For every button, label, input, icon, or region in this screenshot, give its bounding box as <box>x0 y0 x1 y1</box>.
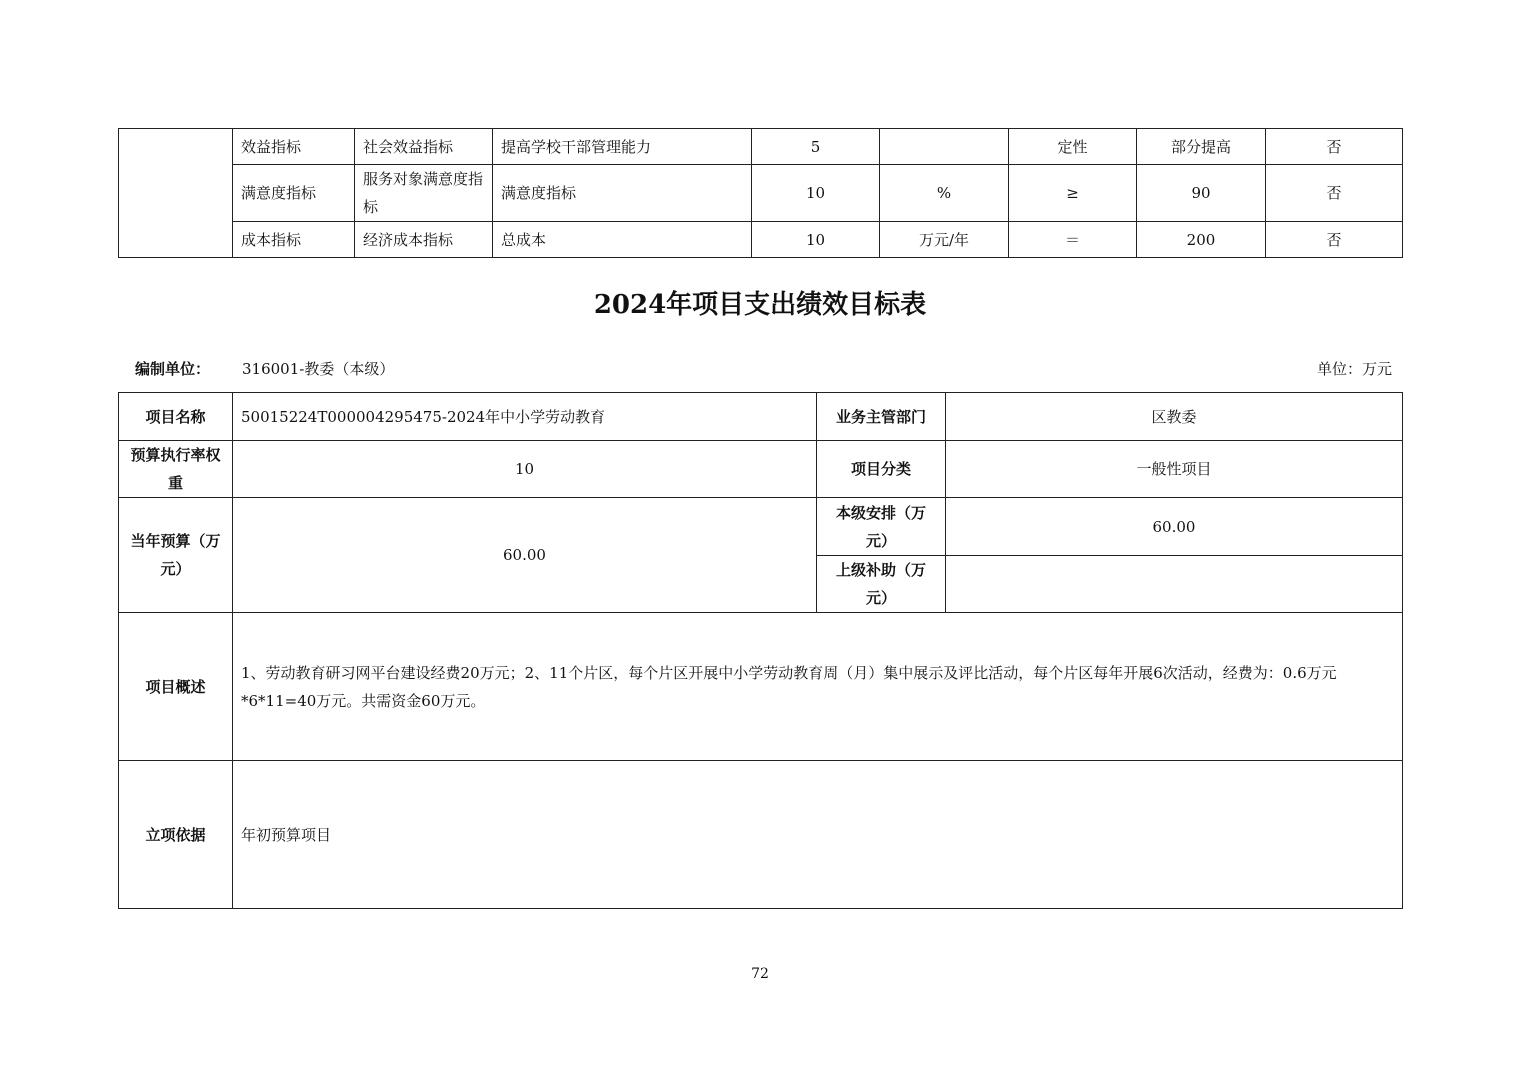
table-row <box>119 498 1403 556</box>
target-cell: 200 <box>1137 222 1266 258</box>
table-row <box>119 613 1403 761</box>
rate-label: 预算执行率权重 <box>119 441 233 498</box>
category-label: 项目分类 <box>817 441 946 498</box>
core-cell: 否 <box>1266 222 1403 258</box>
local-label: 本级安排（万元） <box>817 498 946 556</box>
blank-cell <box>119 129 233 258</box>
level3-indicator: 总成本 <box>493 222 752 258</box>
local-value: 60.00 <box>946 498 1403 556</box>
operator-cell: ＝ <box>1009 222 1137 258</box>
table-row <box>119 393 1403 441</box>
overview-label: 项目概述 <box>119 613 233 761</box>
level1-indicator: 满意度指标 <box>233 165 355 222</box>
level1-indicator: 成本指标 <box>233 222 355 258</box>
subsidy-label: 上级补助（万元） <box>817 556 946 613</box>
project-info-table <box>118 392 1403 909</box>
basis-label: 立项依据 <box>119 761 233 909</box>
indicator-table-continued <box>118 128 1403 258</box>
table-row <box>119 222 1403 258</box>
category-value: 一般性项目 <box>946 441 1403 498</box>
dept-label: 业务主管部门 <box>817 393 946 441</box>
level2-indicator: 社会效益指标 <box>355 129 493 165</box>
dept-value: 区教委 <box>946 393 1403 441</box>
operator-cell: 定性 <box>1009 129 1137 165</box>
table-row <box>119 129 1403 165</box>
page-title: 2024年项目支出绩效目标表 <box>593 290 927 320</box>
level1-indicator: 效益指标 <box>233 129 355 165</box>
weight-cell: 5 <box>752 129 880 165</box>
table-row <box>119 441 1403 498</box>
project-name-value: 50015224T000004295475-2024年中小学劳动教育 <box>233 393 817 441</box>
core-cell: 否 <box>1266 129 1403 165</box>
table-row <box>119 761 1403 909</box>
unit-cell: 万元/年 <box>880 222 1009 258</box>
project-name-label: 项目名称 <box>119 393 233 441</box>
unit-cell: % <box>880 165 1009 222</box>
budget-label: 当年预算（万元） <box>119 498 233 613</box>
rate-value: 10 <box>233 441 817 498</box>
level2-indicator: 服务对象满意度指标 <box>355 165 493 222</box>
prep-unit-label: 编制单位： <box>135 360 211 378</box>
weight-cell: 10 <box>752 165 880 222</box>
page-number: 72 <box>751 966 769 982</box>
prep-unit-value: 316001-教委（本级） <box>242 360 395 378</box>
level3-indicator: 提高学校干部管理能力 <box>493 129 752 165</box>
table-row <box>119 165 1403 222</box>
core-cell: 否 <box>1266 165 1403 222</box>
currency-unit: 单位：万元 <box>1316 360 1392 378</box>
operator-cell: ≥ <box>1009 165 1137 222</box>
weight-cell: 10 <box>752 222 880 258</box>
target-cell: 部分提高 <box>1137 129 1266 165</box>
basis-value: 年初预算项目 <box>233 761 1403 909</box>
level2-indicator: 经济成本指标 <box>355 222 493 258</box>
level3-indicator: 满意度指标 <box>493 165 752 222</box>
unit-cell <box>880 129 1009 165</box>
overview-value: 1、劳动教育研习网平台建设经费20万元；2、11个片区，每个片区开展中小学劳动教育周（月）集中展示及评比活动，每个片区每年开展6次活动，经费为：0.6万元*6*11=40万元。共需资金60万元。 <box>233 613 1403 761</box>
target-cell: 90 <box>1137 165 1266 222</box>
subsidy-value <box>946 556 1403 613</box>
budget-value: 60.00 <box>233 498 817 613</box>
